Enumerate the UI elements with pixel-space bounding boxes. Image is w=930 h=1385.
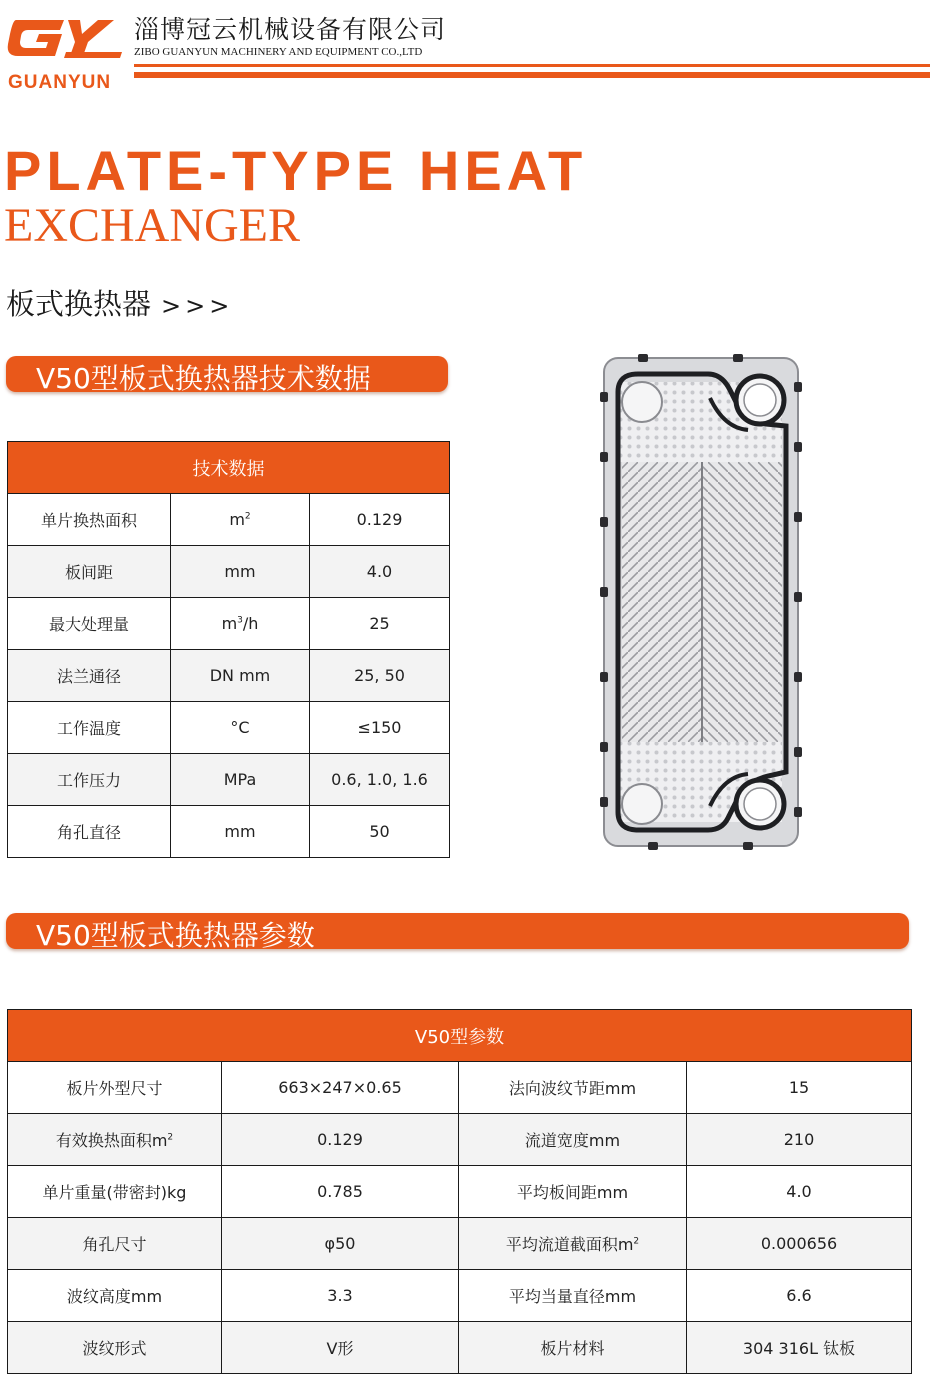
table-row xyxy=(8,1166,912,1218)
logo-mark-icon xyxy=(6,12,122,62)
param-unit-cell xyxy=(171,650,310,702)
param-label-cell xyxy=(459,1218,687,1270)
param-label-text: 有效换热面积m xyxy=(55,1131,168,1150)
param-label-text: 波纹高度mm xyxy=(66,1287,163,1306)
param-name-cell: 单片换热面积 xyxy=(8,494,171,546)
table-row xyxy=(8,754,450,806)
param-name-cell: 工作温度 xyxy=(8,702,171,754)
param-label-text: 流道宽度mm xyxy=(524,1131,621,1150)
param-label-text: 波纹形式 xyxy=(82,1339,147,1358)
label-superscript: 2 xyxy=(167,1132,174,1143)
param-value-cell: 304 316L 钛板 xyxy=(687,1322,912,1374)
param-value-cell: 0.000656 xyxy=(687,1218,912,1270)
unit-text: DN mm xyxy=(209,666,271,685)
unit-text: mm xyxy=(224,562,256,581)
unit-text: m xyxy=(221,614,238,633)
table-row xyxy=(8,1322,912,1374)
unit-text: mm xyxy=(224,822,256,841)
param-value-cell: 0.129 xyxy=(310,494,450,546)
param-name-cell: 角孔直径 xyxy=(8,806,171,858)
page-title-cn-text: 板式换热器 xyxy=(6,287,152,321)
page-title-line1: PLATE-TYPE HEAT xyxy=(4,139,588,202)
table-row xyxy=(8,546,450,598)
table-row xyxy=(8,702,450,754)
param-name-cell: 工作压力 xyxy=(8,754,171,806)
param-value-cell: 15 xyxy=(687,1062,912,1114)
unit-text: m xyxy=(229,510,245,529)
section1-heading-bar xyxy=(6,356,448,395)
unit-text: °C xyxy=(230,718,250,737)
param-name-cell: 法兰通径 xyxy=(8,650,171,702)
heat-exchanger-plate-image xyxy=(598,352,804,852)
parameters-table-header: V50型参数 xyxy=(8,1010,912,1062)
param-value-cell: 0.785 xyxy=(222,1166,459,1218)
section2-heading: V50型板式换热器参数 xyxy=(36,919,315,952)
unit-tail: /h xyxy=(242,614,259,633)
param-label-text: 板片外型尺寸 xyxy=(66,1079,163,1098)
param-value-cell: 3.3 xyxy=(222,1270,459,1322)
param-label-cell xyxy=(459,1270,687,1322)
param-value-cell: 50 xyxy=(310,806,450,858)
header-rule-thin xyxy=(134,64,930,67)
param-label-cell xyxy=(8,1114,222,1166)
tech-data-table xyxy=(7,441,450,858)
param-name-cell: 最大处理量 xyxy=(8,598,171,650)
param-value-cell: 663×247×0.65 xyxy=(222,1062,459,1114)
company-name-cn: 淄博冠云机械设备有限公司 xyxy=(134,15,447,44)
param-label-cell xyxy=(459,1322,687,1374)
table-row xyxy=(8,1114,912,1166)
table-row xyxy=(8,806,450,858)
label-superscript: 2 xyxy=(633,1236,640,1247)
param-label-cell xyxy=(459,1166,687,1218)
param-value-cell: φ50 xyxy=(222,1218,459,1270)
param-name-cell: 板间距 xyxy=(8,546,171,598)
tech-data-table-header: 技术数据 xyxy=(8,442,450,494)
param-unit-cell xyxy=(171,546,310,598)
param-value-cell: 0.129 xyxy=(222,1114,459,1166)
param-value-cell: 0.6, 1.0, 1.6 xyxy=(310,754,450,806)
param-value-cell: 4.0 xyxy=(687,1166,912,1218)
logo-wordmark: GUANYUN xyxy=(8,72,112,93)
param-unit-cell xyxy=(171,702,310,754)
table-row xyxy=(8,650,450,702)
param-label-cell xyxy=(459,1062,687,1114)
table-row xyxy=(8,598,450,650)
table-row xyxy=(8,1218,912,1270)
param-label-text: 平均板间距mm xyxy=(516,1183,629,1202)
param-label-text: 平均流道截面积m xyxy=(505,1235,634,1254)
param-value-cell: 25, 50 xyxy=(310,650,450,702)
param-label-text: 平均当量直径mm xyxy=(508,1287,637,1306)
param-label-text: 角孔尺寸 xyxy=(82,1235,147,1254)
section2-heading-bar xyxy=(6,913,909,952)
param-label-cell xyxy=(8,1062,222,1114)
param-label-cell xyxy=(8,1218,222,1270)
param-label-text: 单片重量(带密封)kg xyxy=(42,1183,187,1202)
param-label-text: 板片材料 xyxy=(540,1339,605,1358)
param-unit-cell xyxy=(171,806,310,858)
param-unit-cell xyxy=(171,598,310,650)
title-arrows: >>> xyxy=(161,292,234,320)
param-unit-cell xyxy=(171,754,310,806)
unit-superscript: 3 xyxy=(237,615,243,626)
param-value-cell: 25 xyxy=(310,598,450,650)
section1-heading: V50型板式换热器技术数据 xyxy=(36,362,371,395)
company-logo xyxy=(6,12,122,93)
param-value-cell: 210 xyxy=(687,1114,912,1166)
company-name-en: ZIBO GUANYUN MACHINERY AND EQUIPMENT CO.,LTD xyxy=(134,46,423,58)
page-title-line2: EXCHANGER xyxy=(4,199,300,252)
header-rule-thick xyxy=(134,72,930,78)
param-label-cell xyxy=(8,1322,222,1374)
param-label-text: 法向波纹节距mm xyxy=(508,1079,637,1098)
parameters-table xyxy=(7,1009,912,1374)
param-value-cell: 6.6 xyxy=(687,1270,912,1322)
page-title-cn xyxy=(6,282,233,323)
param-value-cell: 4.0 xyxy=(310,546,450,598)
param-label-cell xyxy=(459,1114,687,1166)
param-label-cell xyxy=(8,1270,222,1322)
unit-text: MPa xyxy=(223,770,257,789)
table-row xyxy=(8,1062,912,1114)
param-value-cell: V形 xyxy=(222,1322,459,1374)
param-unit-cell xyxy=(171,494,310,546)
table-row xyxy=(8,494,450,546)
unit-superscript: 2 xyxy=(244,511,251,522)
table-row xyxy=(8,1270,912,1322)
param-label-cell xyxy=(8,1166,222,1218)
param-value-cell: ≤150 xyxy=(310,702,450,754)
